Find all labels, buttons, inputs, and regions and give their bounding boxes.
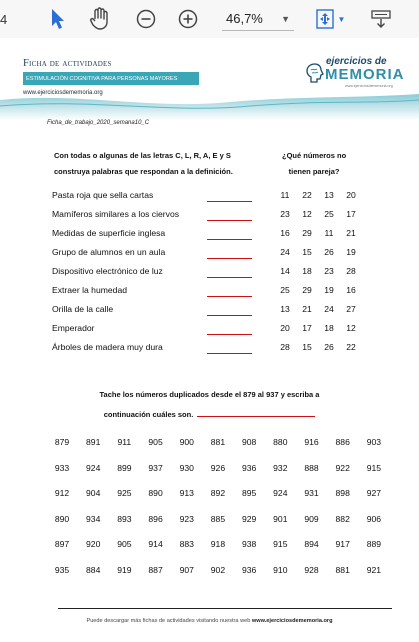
grid-number[interactable]: 889	[366, 539, 382, 549]
number-cell: 29	[302, 285, 312, 295]
grid-row	[50, 463, 386, 473]
answer-blank[interactable]	[207, 315, 252, 316]
grid-number[interactable]: 890	[54, 513, 70, 524]
answer-blank[interactable]	[207, 296, 252, 297]
grid-number[interactable]: 917	[335, 539, 350, 549]
grid-number[interactable]: 911	[117, 437, 132, 447]
number-cell: 19	[346, 247, 356, 257]
grid-number[interactable]: 888	[304, 462, 319, 473]
grid-number[interactable]: 905	[148, 437, 163, 447]
grid-number[interactable]: 905	[117, 539, 132, 549]
grid-number[interactable]: 927	[366, 488, 382, 498]
clue-text: Grupo de alumnos en un aula	[52, 247, 166, 257]
logo-url-text: www.ejerciciosdememoria.org	[345, 84, 393, 88]
number-cell: 18	[302, 266, 312, 276]
grid-number[interactable]: 887	[148, 564, 163, 575]
clue-text: Dispositivo electrónico de luz	[52, 266, 163, 276]
grid-number[interactable]: 883	[179, 539, 194, 549]
number-cell: 29	[302, 228, 312, 238]
grid-number[interactable]: 881	[210, 437, 226, 447]
grid-number[interactable]: 924	[86, 462, 101, 473]
answer-blank[interactable]	[207, 220, 252, 221]
clue-text: Mamíferos similares a los ciervos	[52, 209, 180, 219]
grid-row	[50, 437, 386, 447]
select-tool-button[interactable]	[44, 6, 70, 32]
clue-text: Medidas de superficie inglesa	[52, 228, 166, 238]
number-cell: 21	[302, 304, 312, 314]
grid-number[interactable]: 912	[54, 488, 70, 498]
number-cell: 24	[324, 304, 334, 314]
question-line: tienen pareja?	[288, 167, 340, 176]
number-cell: 11	[324, 228, 334, 238]
grid-number[interactable]: 919	[117, 564, 132, 575]
number-set	[277, 247, 359, 257]
grid-number[interactable]: 921	[366, 564, 382, 575]
grid-row	[50, 514, 386, 524]
number-set	[277, 209, 359, 219]
number-cell: 13	[324, 190, 334, 200]
grid-number[interactable]: 926	[210, 462, 226, 473]
instruction-text: continuación cuáles son.	[103, 410, 194, 419]
grid-number[interactable]: 906	[366, 513, 382, 524]
grid-number[interactable]: 894	[304, 539, 319, 549]
number-cell: 20	[346, 190, 356, 200]
hand-icon	[89, 7, 111, 31]
grid-number[interactable]: 933	[54, 462, 70, 473]
fit-page-button[interactable]	[312, 6, 348, 32]
header-url: www.ejerciciosdememoria.org	[23, 90, 103, 96]
grid-number[interactable]: 924	[273, 488, 288, 498]
grid-number[interactable]: 930	[179, 462, 194, 473]
grid-number[interactable]: 936	[241, 462, 257, 473]
number-cell: 18	[324, 323, 334, 333]
exercise1-instruction	[54, 148, 233, 180]
cursor-arrow-icon	[49, 8, 65, 30]
number-set	[277, 228, 359, 238]
grid-number[interactable]: 890	[148, 488, 163, 498]
logo-main-text: MEMORIA	[325, 66, 405, 83]
number-cell: 14	[280, 266, 290, 276]
number-cell: 16	[346, 285, 356, 295]
grid-number[interactable]: 884	[86, 564, 101, 575]
hand-tool-button[interactable]	[86, 6, 114, 32]
number-cell: 22	[302, 190, 312, 200]
answer-blank[interactable]	[207, 277, 252, 278]
grid-number[interactable]: 900	[179, 437, 194, 447]
grid-number[interactable]: 901	[273, 513, 288, 524]
grid-number[interactable]: 925	[117, 488, 132, 498]
grid-row	[50, 488, 386, 498]
download-icon	[370, 8, 392, 30]
grid-number[interactable]: 882	[335, 513, 350, 524]
worksheet-id: Ficha_de_trabajo_2020_semana10_C	[47, 120, 150, 126]
number-set	[277, 190, 359, 200]
clue-text: Pasta roja que sella cartas	[52, 190, 154, 200]
clue-text: Árboles de madera muy dura	[52, 342, 163, 352]
grid-number[interactable]: 899	[117, 462, 132, 473]
number-cell: 25	[324, 209, 334, 219]
pdf-page	[0, 38, 419, 642]
number-cell: 17	[302, 323, 312, 333]
number-cell: 25	[280, 285, 290, 295]
worksheet-title: Ficha de actividades	[23, 58, 112, 69]
brand-logo	[305, 56, 415, 92]
clue-text: Emperador	[52, 323, 95, 333]
number-cell: 15	[302, 247, 312, 257]
exercise2-instruction: Tache los números duplicados desde el 879 al 937 y escriba a	[99, 390, 320, 399]
number-set	[277, 342, 359, 352]
logo-top-text: ejercicios de	[326, 56, 387, 67]
number-cell: 21	[346, 228, 356, 238]
grid-number[interactable]: 918	[210, 539, 226, 549]
number-cell: 12	[346, 323, 356, 333]
grid-number[interactable]: 916	[304, 437, 319, 447]
footer-text: Puede descargar más fichas de actividades visitando nuestra web	[86, 618, 251, 624]
answer-blank[interactable]	[207, 353, 252, 354]
question-line: ¿Qué números no	[282, 151, 347, 160]
grid-number[interactable]: 914	[148, 539, 163, 549]
number-set	[277, 323, 359, 333]
download-button[interactable]	[368, 6, 394, 32]
number-set	[277, 285, 359, 295]
grid-number[interactable]: 886	[335, 437, 350, 447]
number-cell: 11	[280, 190, 290, 200]
grid-number[interactable]: 936	[241, 564, 257, 575]
zoom-out-icon	[136, 9, 156, 29]
number-cell: 19	[324, 285, 334, 295]
zoom-in-button[interactable]	[176, 6, 200, 32]
zoom-select[interactable]	[222, 7, 294, 31]
grid-number[interactable]: 929	[241, 513, 257, 524]
number-cell: 20	[280, 323, 290, 333]
zoom-in-icon	[178, 9, 198, 29]
instruction-line: construya palabras que respondan a la definición.	[54, 167, 233, 176]
grid-number[interactable]: 932	[273, 462, 288, 473]
number-cell: 26	[324, 247, 334, 257]
grid-number[interactable]: 910	[273, 564, 288, 575]
grid-number[interactable]: 923	[179, 513, 194, 524]
grid-number[interactable]: 931	[304, 488, 319, 498]
exercise1-question	[282, 148, 346, 180]
grid-number[interactable]: 891	[86, 437, 101, 447]
grid-number[interactable]: 904	[86, 488, 101, 498]
number-cell: 24	[280, 247, 290, 257]
number-cell: 22	[346, 342, 356, 352]
number-cell: 28	[346, 266, 356, 276]
answer-blank[interactable]	[207, 239, 252, 240]
fit-page-icon	[315, 8, 335, 30]
grid-row	[50, 565, 386, 575]
footer-divider	[58, 608, 392, 609]
header-wave-decoration	[0, 94, 419, 120]
exercise2-instruction-line2	[0, 408, 419, 419]
grid-number[interactable]: 913	[179, 488, 194, 498]
grid-number[interactable]: 908	[241, 437, 257, 447]
grid-number[interactable]: 885	[210, 513, 226, 524]
number-cell: 13	[280, 304, 290, 314]
grid-number[interactable]: 922	[335, 462, 350, 473]
grid-number[interactable]: 920	[86, 539, 101, 549]
grid-number[interactable]: 915	[366, 462, 382, 473]
zoom-out-button[interactable]	[134, 6, 158, 32]
number-cell: 27	[346, 304, 356, 314]
answer-blank[interactable]	[207, 201, 252, 202]
grid-number[interactable]: 909	[304, 513, 319, 524]
number-cell: 26	[324, 342, 334, 352]
number-cell: 17	[346, 209, 356, 219]
grid-number[interactable]: 881	[335, 564, 350, 575]
number-cell: 15	[302, 342, 312, 352]
page-number[interactable]: 4	[0, 11, 8, 27]
grid-number[interactable]: 895	[241, 488, 257, 498]
number-set	[277, 266, 359, 276]
grid-number[interactable]: 935	[54, 564, 70, 575]
grid-number[interactable]: 928	[304, 564, 319, 575]
grid-number[interactable]: 880	[273, 437, 288, 447]
instruction-line: Con todas o algunas de las letras C, L, R, A, E y S	[54, 151, 231, 160]
zoom-value: 46,7%	[226, 11, 263, 26]
footer-link[interactable]: www.ejerciciosdememoria.org	[251, 618, 333, 624]
chevron-down-icon: ▼	[281, 13, 290, 24]
answer-blank[interactable]	[207, 334, 252, 335]
worksheet-subtitle: ESTIMULACIÓN COGNITIVA PARA PERSONAS MAYORES	[23, 72, 199, 85]
grid-number[interactable]: 892	[210, 488, 226, 498]
number-set	[277, 304, 359, 314]
grid-number[interactable]: 902	[210, 564, 226, 575]
grid-number[interactable]: 897	[54, 539, 70, 549]
grid-number[interactable]: 938	[241, 539, 257, 549]
answer-blank[interactable]	[207, 258, 252, 259]
answer-line[interactable]	[197, 408, 315, 417]
grid-number[interactable]: 879	[54, 437, 70, 447]
grid-number[interactable]: 893	[117, 513, 132, 524]
footer	[0, 618, 419, 624]
chevron-down-icon: ▼	[337, 14, 346, 24]
clue-text: Orilla de la calle	[52, 304, 114, 314]
grid-number[interactable]: 937	[148, 462, 163, 473]
grid-row	[50, 539, 386, 549]
grid-number[interactable]: 898	[335, 488, 350, 498]
pdf-toolbar	[0, 0, 419, 39]
number-cell: 16	[280, 228, 290, 238]
number-cell: 23	[280, 209, 290, 219]
brain-icon	[305, 62, 325, 84]
grid-number[interactable]: 896	[148, 513, 163, 524]
clue-text: Extraer la humedad	[52, 285, 127, 295]
number-cell: 28	[280, 342, 290, 352]
number-cell: 23	[324, 266, 334, 276]
grid-number[interactable]: 934	[86, 513, 101, 524]
grid-number[interactable]: 903	[366, 437, 382, 447]
number-cell: 12	[302, 209, 312, 219]
grid-number[interactable]: 907	[179, 564, 194, 575]
grid-number[interactable]: 915	[273, 539, 288, 549]
